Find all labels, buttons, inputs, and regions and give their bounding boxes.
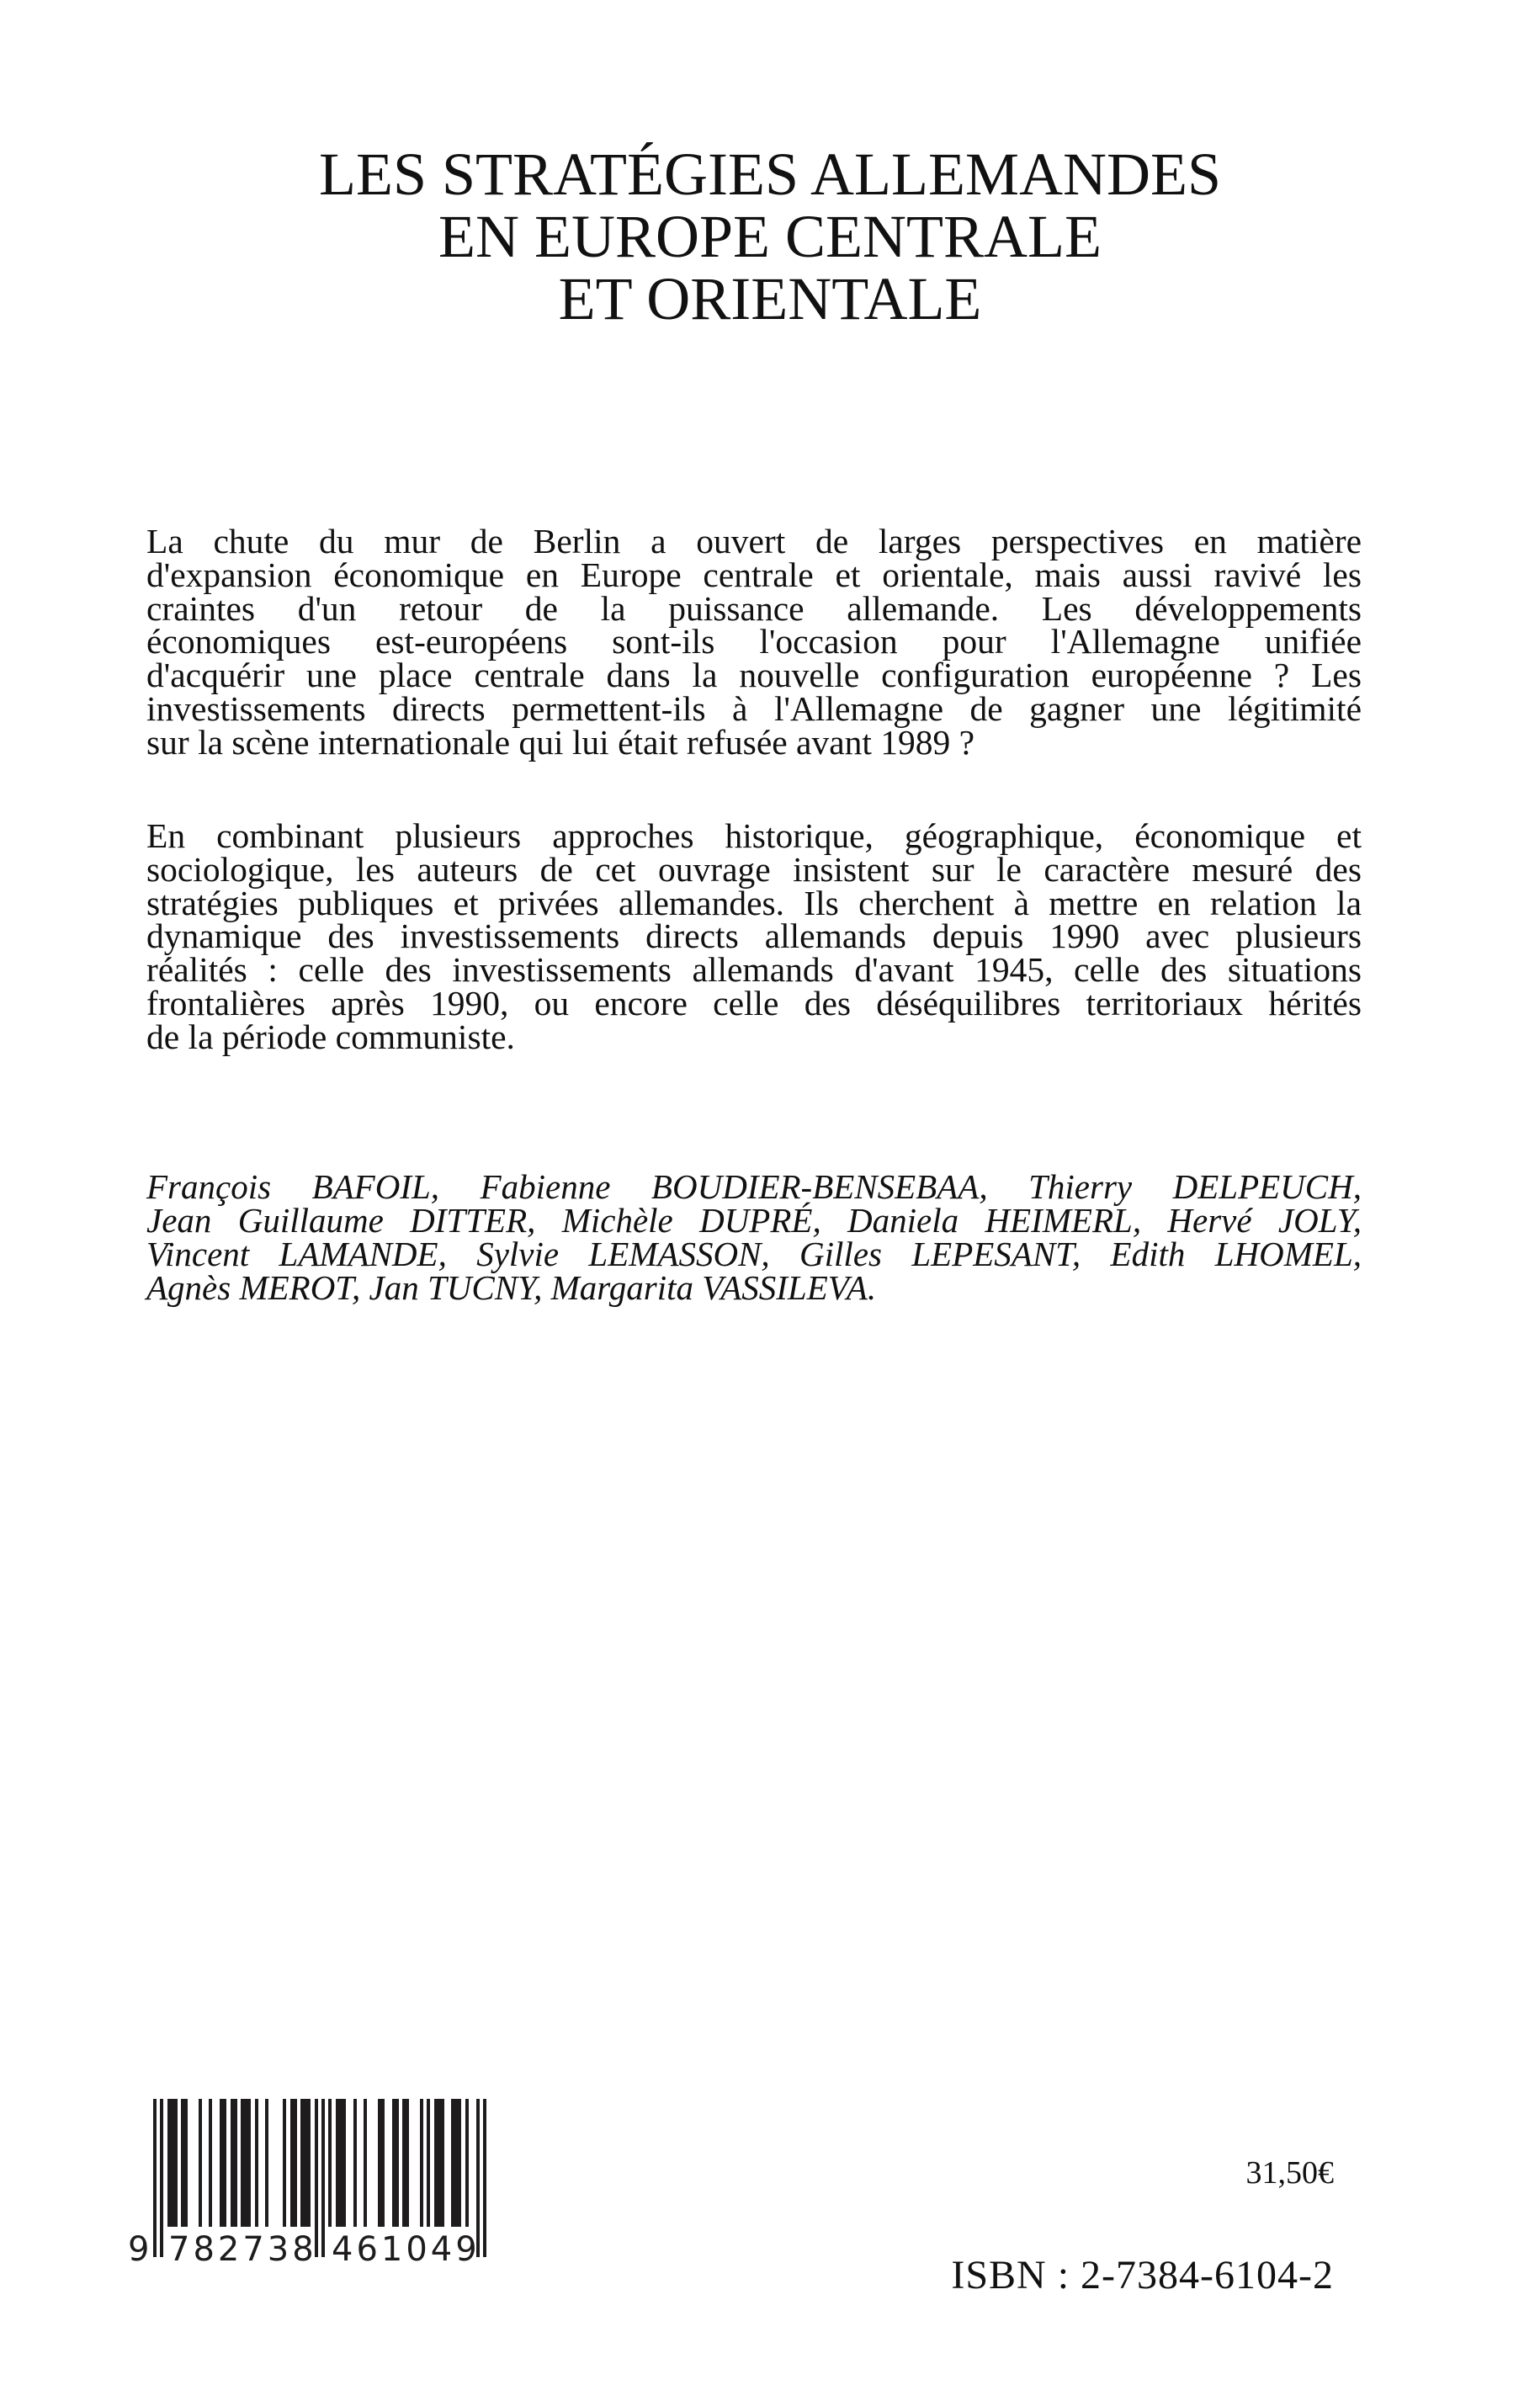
isbn-barcode bbox=[126, 2096, 505, 2272]
paragraph-line: dynamique des investissements directs allemands depuis 1990 avec plusieurs bbox=[146, 916, 1362, 956]
book-title bbox=[0, 143, 1540, 330]
paragraph-line: La chute du mur de Berlin a ouvert de larges perspectives en matière bbox=[146, 522, 1362, 560]
author-line: François BAFOIL, Fabienne BOUDIER-BENSEBAA, Thierry DELPEUCH, bbox=[146, 1167, 1362, 1206]
isbn-label: ISBN : 2-7384-6104-2 bbox=[951, 2253, 1334, 2297]
title-line-1: LES STRATÉGIES ALLEMANDES bbox=[318, 141, 1222, 208]
summary-paragraph-1 bbox=[146, 522, 1362, 762]
barcode-left-digits: 782738 bbox=[168, 2230, 317, 2269]
author-line: Jean Guillaume DITTER, Michèle DUPRÉ, Daniela HEIMERL, Hervé JOLY, bbox=[146, 1201, 1362, 1240]
paragraph-line: économiques est-européens sont-ils l'occasion pour l'Allemagne unifiée bbox=[146, 622, 1362, 661]
paragraph-line: craintes d'un retour de la puissance allemande. Les développements bbox=[146, 588, 1362, 628]
paragraph-line: sur la scène internationale qui lui était refusée avant 1989 ? bbox=[146, 722, 975, 762]
author-list bbox=[146, 1167, 1362, 1307]
paragraph-line: réalités : celle des investissements allemands d'avant 1945, celle des situations bbox=[146, 950, 1362, 990]
paragraph-line: d'expansion économique en Europe centrale et orientale, mais aussi ravivé les bbox=[146, 555, 1362, 594]
paragraph-line: sociologique, les auteurs de cet ouvrage insistent sur le caractère mesuré des bbox=[146, 849, 1362, 889]
title-line-3: ET ORIENTALE bbox=[558, 265, 982, 332]
author-line: Vincent LAMANDE, Sylvie LEMASSON, Gilles LEPESANT, Edith LHOMEL, bbox=[146, 1235, 1362, 1273]
paragraph-line: stratégies publiques et privées allemandes. Ils cherchent à mettre en relation la bbox=[146, 883, 1362, 922]
barcode-right-digits: 461049 bbox=[332, 2230, 481, 2269]
paragraph-line: de la période communiste. bbox=[146, 1017, 515, 1056]
summary-paragraph-2 bbox=[146, 816, 1362, 1056]
author-line: Agnès MEROT, Jan TUCNY, Margarita VASSILEVA. bbox=[146, 1268, 877, 1307]
price-label: 31,50€ bbox=[1245, 2155, 1334, 2191]
title-line-2: EN EUROPE CENTRALE bbox=[438, 203, 1102, 270]
paragraph-line: d'acquérir une place centrale dans la nouvelle configuration européenne ? Les bbox=[146, 656, 1362, 695]
paragraph-line: En combinant plusieurs approches historique, géographique, économique et bbox=[146, 816, 1362, 855]
paragraph-line: investissements directs permettent-ils à l'Allemagne de gagner une légitimité bbox=[146, 688, 1362, 728]
paragraph-line: frontalières après 1990, ou encore celle des déséquilibres territoriaux hérités bbox=[146, 983, 1362, 1023]
barcode-bars-icon bbox=[126, 2096, 505, 2272]
barcode-lead-digit: 9 bbox=[128, 2230, 150, 2269]
